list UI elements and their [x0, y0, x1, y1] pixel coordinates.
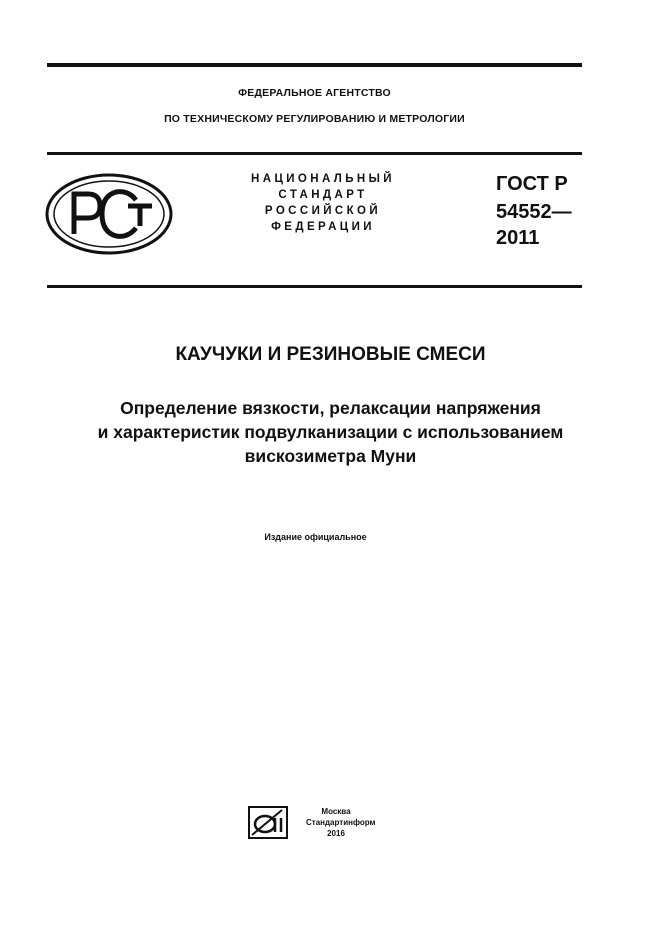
agency-line-1: ФЕДЕРАЛЬНОЕ АГЕНТСТВО	[238, 87, 391, 99]
edition-note: Издание официальное	[264, 532, 367, 542]
subtitle-line-3: вискозиметра Муни	[244, 446, 417, 466]
standard-type-line-3: РОССИЙСКОЙ	[264, 205, 382, 217]
gost-designation-line-3: 2011	[496, 227, 540, 249]
title-block-rule	[47, 285, 582, 288]
gost-designation-line-1: ГОСТ Р	[496, 173, 568, 195]
top-rule	[47, 63, 582, 67]
standard-type-line-1: НАЦИОНАЛЬНЫЙ	[251, 173, 395, 185]
publisher-name: Стандартинформ	[306, 818, 376, 827]
header-rule	[47, 152, 582, 155]
rst-logo-icon	[44, 172, 174, 256]
gost-designation-line-2: 54552—	[496, 201, 572, 223]
publisher-city: Москва	[321, 807, 351, 816]
subtitle-line-2: и характеристик подвулканизации с использованием	[97, 422, 564, 442]
publisher-year: 2016	[327, 829, 345, 838]
subtitle-line-1: Определение вязкости, релаксации напряжения	[120, 398, 541, 418]
standard-type-line-2: СТАНДАРТ	[278, 189, 368, 201]
standard-type-line-4: ФЕДЕРАЦИИ	[271, 221, 375, 233]
document-title: КАУЧУКИ И РЕЗИНОВЫЕ СМЕСИ	[175, 344, 486, 365]
agency-line-2: ПО ТЕХНИЧЕСКОМУ РЕГУЛИРОВАНИЮ И МЕТРОЛОГИИ	[164, 113, 465, 125]
standartinform-logo-icon	[248, 806, 288, 839]
